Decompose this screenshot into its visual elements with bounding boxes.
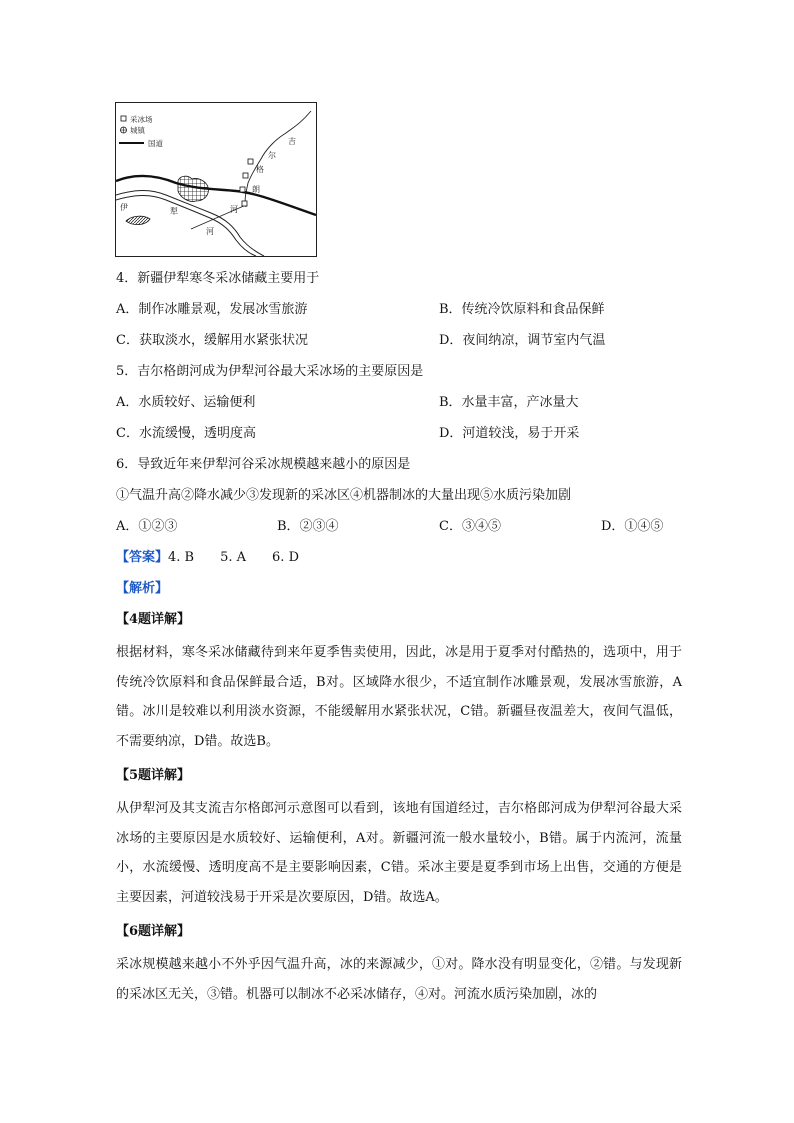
question-6-stem: 6．导致近年来伊犁河谷采冰规模越来越小的原因是 <box>116 457 411 472</box>
q6-option-a: A．①②③ <box>116 519 178 534</box>
legend-ice-field: 采冰场 <box>130 115 153 124</box>
ice-field-marker <box>248 159 253 164</box>
q6-detail-text: 采冰规模越来越小不外乎因气温升高，冰的来源减少，①对。降水没有明显变化，②错。与发现新的采冰区无关，③错。机器可以制冰不必采冰储存，④对。河流水质污染加剧，冰的 <box>116 957 682 1002</box>
map-label-er: 尔 <box>268 151 276 160</box>
ice-field-marker <box>242 201 247 206</box>
answer-line <box>116 549 299 567</box>
lake-area <box>126 216 150 224</box>
map-label-yi: 伊 <box>120 203 128 212</box>
map-label-ge: 格 <box>256 165 264 174</box>
answer-tag: 【答案】 <box>116 550 169 565</box>
question-5-stem: 5．吉尔格朗河成为伊犁河谷最大采冰场的主要原因是 <box>116 364 424 379</box>
ice-field-marker <box>240 187 245 192</box>
ice-field-icon <box>121 116 126 121</box>
q5-detail-text: 从伊犁河及其支流吉尔格郎河示意图可以看到，该地有国道经过，吉尔格郎河成为伊犁河谷最大采冰场的主要原因是水质较好、运输便利，A对。新疆河流一般水量较小，B错。属于内流河，流量小，水流缓慢、透明度高不是主要影响因素，C错。采冰主要是夏季到市场上出售，交通的方便是主要因素，河道较浅易于开采是次要原因，D错。故选A。 <box>116 801 682 905</box>
q6-option-d: D．①④⑤ <box>601 519 664 534</box>
q4-option-b: B．传统冷饮原料和食品保鲜 <box>439 302 605 317</box>
map-label-ji: 吉 <box>288 137 296 146</box>
q6-option-b: B．②③④ <box>277 519 339 534</box>
analysis-title: 【解析】 <box>116 581 169 596</box>
q5-option-d: D．河道较浅，易于开采 <box>439 426 580 441</box>
q5-detail-title: 【5题详解】 <box>116 768 191 783</box>
map-figure <box>115 102 317 257</box>
question-4-stem: 4．新疆伊犁寒冬采冰储藏主要用于 <box>116 271 320 286</box>
map-label-he2: 河 <box>206 227 214 236</box>
q4-option-d: D．夜间纳凉，调节室内气温 <box>439 333 606 348</box>
question-6-statements: ①气温升高②降水减少③发现新的采冰区④机器制冰的大量出现⑤水质污染加剧 <box>116 488 572 503</box>
q4-detail-title: 【4题详解】 <box>116 612 191 627</box>
q4-option-a: A．制作冰雕景观，发展冰雪旅游 <box>116 302 308 317</box>
map-label-he1: 河 <box>230 205 238 214</box>
map-label-li: 犁 <box>170 207 178 216</box>
map-svg <box>116 103 316 256</box>
q5-option-b: B．水量丰富，产冰量大 <box>439 395 579 410</box>
q6-detail-title: 【6题详解】 <box>116 924 191 939</box>
map-label-lang: 朗 <box>252 185 260 194</box>
q5-option-a: A．水质较好、运输便利 <box>116 395 256 410</box>
q5-option-c: C．水流缓慢，透明度高 <box>116 426 256 441</box>
legend-road: 国道 <box>148 139 163 148</box>
legend-town: 城镇 <box>130 126 145 135</box>
ice-field-marker <box>243 173 248 178</box>
town-area <box>178 176 208 201</box>
q4-option-c: C．获取淡水，缓解用水紧张状况 <box>116 333 308 348</box>
q6-option-c: C．③④⑤ <box>439 519 501 534</box>
q4-detail-text: 根据材料，寒冬采冰储藏待到来年夏季售卖使用，因此，冰是用于夏季对付酷热的，选项中，用于传统冷饮原料和食品保鲜最合适，B对。区域降水很少，不适宜制作冰雕景观，发展冰雪旅游，A错。冰川是较难以利用淡水资源，不能缓解用水紧张状况，C错。新疆昼夜温差大，夜间气温低，不需要纳凉，D错。故选B。 <box>116 645 682 749</box>
answer-text: 4. B 5. A 6. D <box>168 550 299 565</box>
